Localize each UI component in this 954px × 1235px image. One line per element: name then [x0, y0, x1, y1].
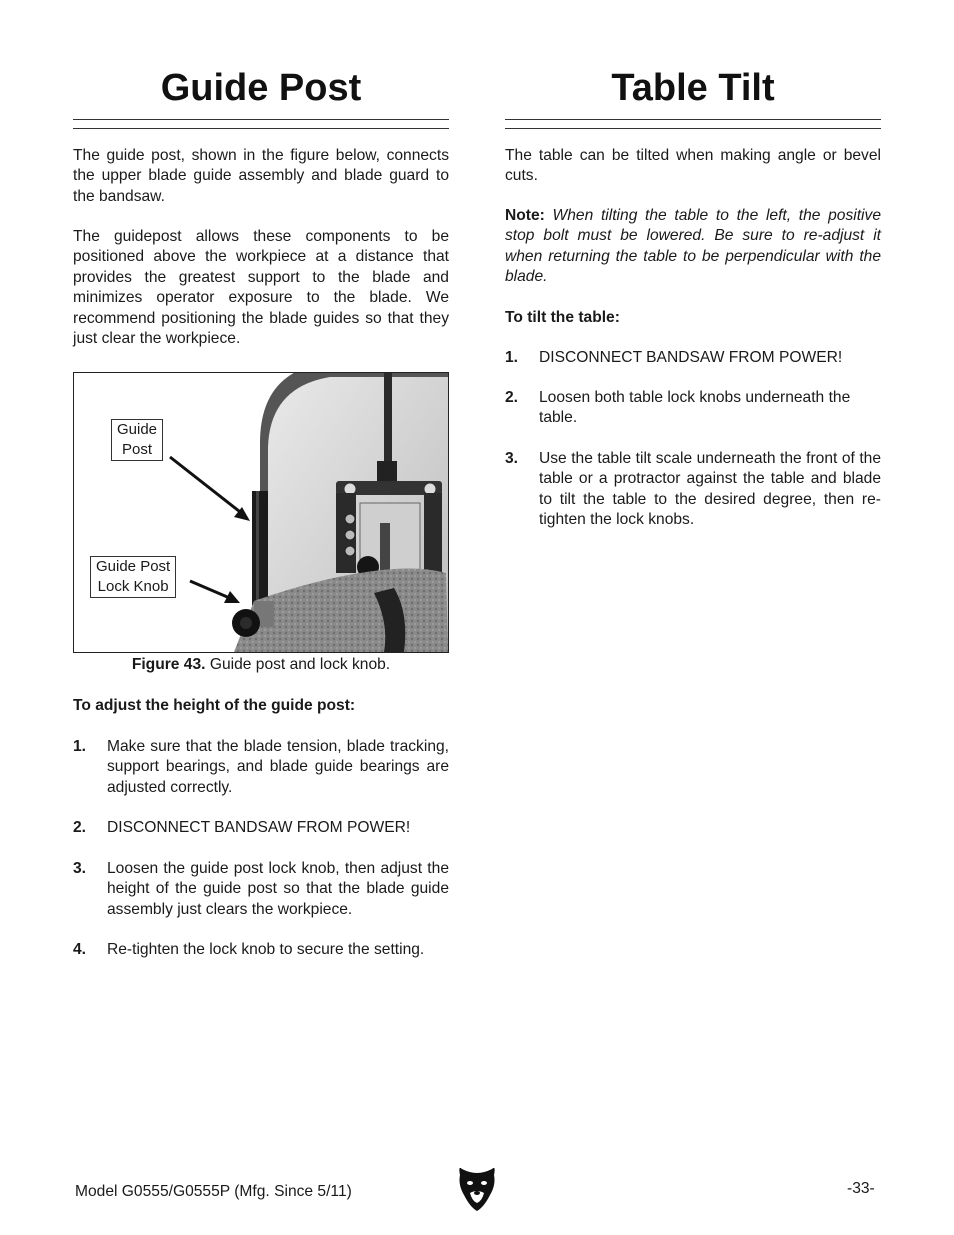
- step-number: 1.: [73, 738, 87, 755]
- heading-rule-top: [505, 119, 881, 120]
- step-number: 3.: [73, 860, 87, 877]
- step-number: 3.: [505, 450, 519, 467]
- footer-model-text: Model G0555/G0555P (Mfg. Since 5/11): [75, 1183, 352, 1200]
- callout-guide-post-line-1: Guide: [117, 421, 158, 438]
- callout-guide-post-lock-knob: [90, 556, 176, 598]
- footer-page-number: -33-: [847, 1180, 875, 1197]
- step-text: DISCONNECT BANDSAW FROM POWER!: [107, 819, 411, 836]
- table-tilt-procedure-title: To tilt the table:: [505, 309, 620, 326]
- guide-post-intro-2: The guidepost allows these components to be positioned above the workpiece at a distance that provides the greatest support to the blade and minimizes operator exposure to the blade. We recommend positioning the blade guides so that they just clear the workpiece.: [73, 228, 449, 348]
- note-text: When tilting the table to the left, the positive stop bolt must be lowered. Be sure to re-adjust it when returning the table to be perpendicular with the blade.: [505, 207, 881, 286]
- step-number: 2.: [73, 819, 87, 836]
- step-text: Loosen both table lock knobs underneath the table.: [539, 389, 851, 427]
- table-tilt-heading: Table Tilt: [611, 67, 775, 109]
- guide-post-heading: Guide Post: [160, 67, 362, 109]
- figure-caption-text: Guide post and lock knob.: [205, 656, 391, 673]
- step-number: 1.: [505, 349, 519, 366]
- callout-guide-post: [111, 419, 163, 461]
- step-text: Use the table tilt scale underneath the front of the table or a protractor against the table and blade to tilt the table to the desired degree, then re-tighten the lock knobs.: [539, 450, 881, 529]
- figure-43-caption: [73, 655, 449, 675]
- guide-post-procedure-title: To adjust the height of the guide post:: [73, 697, 356, 714]
- heading-rule-bottom: [73, 128, 449, 129]
- heading-rule-bottom: [505, 128, 881, 129]
- guide-post-illustration: [74, 373, 448, 652]
- heading-rule-top: [73, 119, 449, 120]
- step-text: Re-tighten the lock knob to secure the setting.: [107, 941, 425, 958]
- table-tilt-intro: The table can be tilted when making angle or bevel cuts.: [505, 147, 881, 185]
- callout-guide-post-line-2: Post: [122, 441, 153, 458]
- step-text: Loosen the guide post lock knob, then adjust the height of the guide post so that the blade guide assembly just clears the workpiece.: [107, 860, 449, 918]
- callout-lock-knob-line-1: Guide Post: [96, 558, 171, 575]
- figure-43-photo: [73, 372, 449, 653]
- step-text: DISCONNECT BANDSAW FROM POWER!: [539, 349, 843, 366]
- callout-lock-knob-line-2: Lock Knob: [97, 578, 169, 595]
- step-number: 4.: [73, 941, 87, 958]
- table-tilt-note: [505, 206, 881, 288]
- step-number: 2.: [505, 389, 519, 406]
- bear-head-logo-icon: [456, 1163, 498, 1213]
- note-label: Note:: [505, 207, 545, 224]
- step-text: Make sure that the blade tension, blade tracking, support bearings, and blade guide bearings are adjusted correctly.: [107, 738, 449, 796]
- figure-caption-label: Figure 43.: [131, 656, 206, 673]
- guide-post-intro-1: The guide post, shown in the figure below, connects the upper blade guide assembly and blade guard to the bandsaw.: [73, 147, 449, 205]
